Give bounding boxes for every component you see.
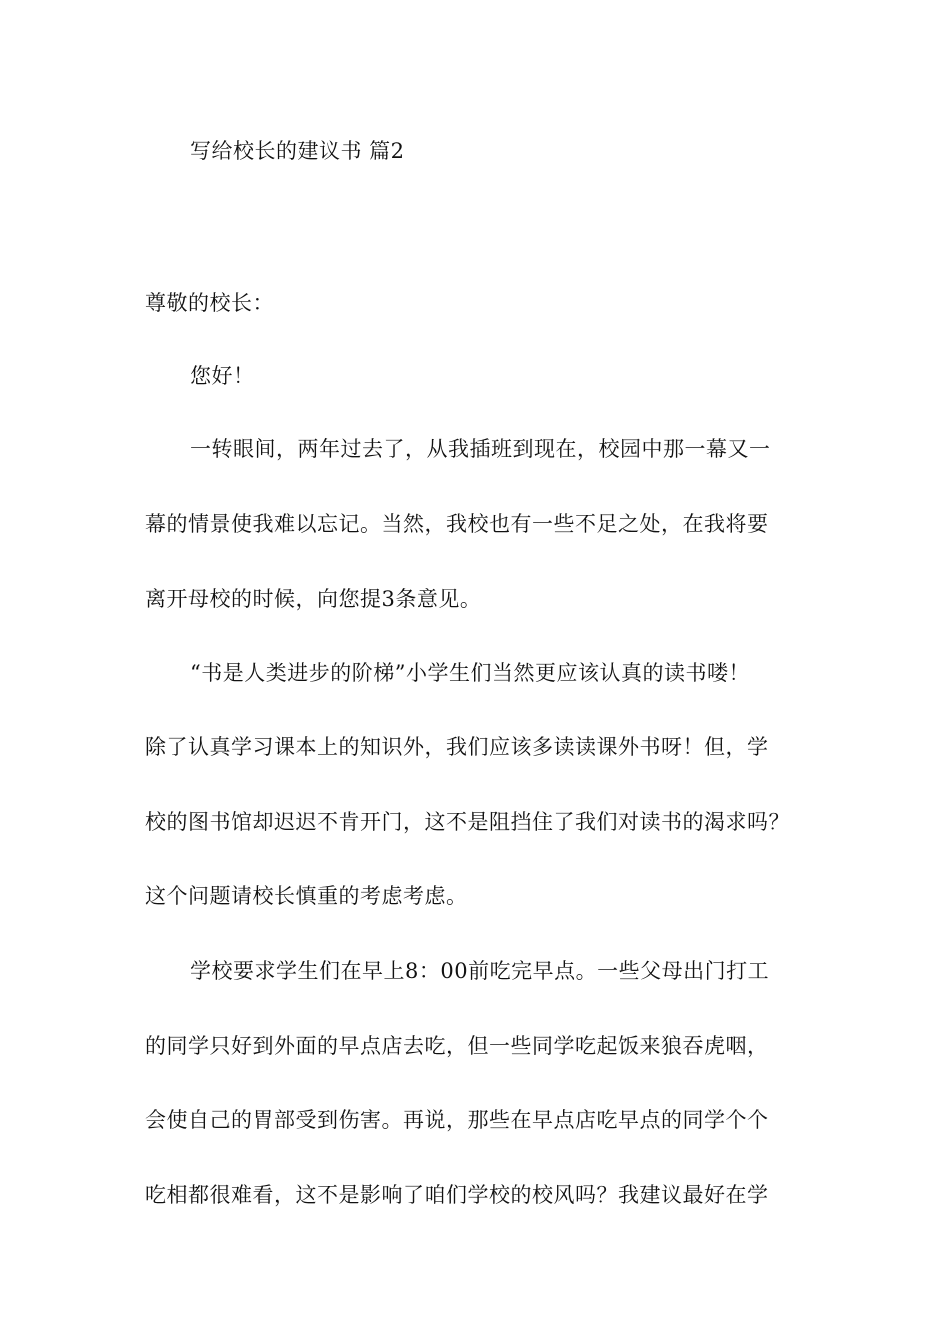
text-line: “书是人类进步的阶梯”小学生们当然更应该认真的读书喽！ <box>190 661 750 685</box>
text-line: 吃相都很难看，这不是影响了咱们学校的校风吗？我建议最好在学 <box>145 1183 769 1207</box>
text-line: 学校要求学生们在早上8：00前吃完早点。一些父母出门打工 <box>190 959 770 983</box>
text-line: 离开母校的时候，向您提3条意见。 <box>145 587 482 611</box>
text-line: 幕的情景使我难以忘记。当然，我校也有一些不足之处，在我将要 <box>145 512 769 536</box>
greeting: 您好！ <box>190 364 255 388</box>
text-line: 校的图书馆却迟迟不肯开门，这不是阻挡住了我们对读书的渴求吗？ <box>145 810 790 834</box>
text-line: 一转眼间，两年过去了，从我插班到现在，校园中那一幕又一 <box>190 437 771 461</box>
document-title: 写给校长的建议书 篇2 <box>190 139 405 163</box>
text-line: 这个问题请校长慎重的考虑考虑。 <box>145 884 468 908</box>
text-line: 会使自己的胃部受到伤害。再说，那些在早点店吃早点的同学个个 <box>145 1108 769 1132</box>
text-line: 的同学只好到外面的早点店去吃，但一些同学吃起饭来狼吞虎咽， <box>145 1034 769 1058</box>
salutation: 尊敬的校长： <box>145 291 274 315</box>
text-line: 除了认真学习课本上的知识外，我们应该多读读课外书呀！但，学 <box>145 735 769 759</box>
